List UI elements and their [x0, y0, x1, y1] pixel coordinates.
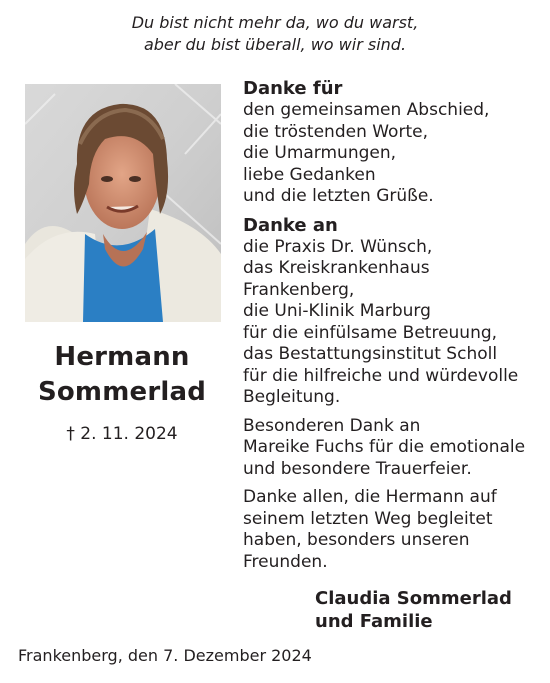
thanks-to-line: die Praxis Dr. Wünsch,	[243, 236, 433, 257]
thanks-for-line: und die letzten Grüße.	[243, 186, 434, 206]
thanks-all-line: seinem letzten Weg begleitet	[243, 508, 493, 529]
thanks-for-line: die tröstenden Worte,	[243, 121, 428, 142]
quote-line-2: aber du bist überall, wo wir sind.	[143, 35, 407, 54]
signature	[315, 587, 545, 633]
special-thanks-line: Mareike Fuchs für die emotionale	[243, 437, 526, 457]
thanks-to-line: Frankenberg,	[243, 279, 355, 300]
thanks-to-line: das Kreiskrankenhaus	[243, 258, 430, 278]
deceased-name	[15, 340, 229, 410]
memorial-quote	[0, 12, 550, 56]
deceased-last-name: Sommerlad	[37, 377, 207, 407]
special-thanks-line: Besonderen Dank an	[243, 415, 421, 436]
quote-line-1: Du bist nicht mehr da, wo du warst,	[131, 13, 419, 32]
death-date: † 2. 11. 2024	[66, 424, 178, 444]
thanks-for-line: liebe Gedanken	[243, 164, 376, 185]
thanks-all-line: Danke allen, die Hermann auf	[243, 487, 497, 507]
place-and-date: Frankenberg, den 7. Dezember 2024	[18, 646, 312, 665]
thanks-to-line: Begleitung.	[243, 387, 341, 407]
thanks-all-line: Freunden.	[243, 551, 328, 572]
thanks-for-line: die Umarmungen,	[243, 143, 397, 163]
thanks-all-line: haben, besonders unseren	[243, 530, 470, 550]
special-thanks-line: und besondere Trauerfeier.	[243, 458, 472, 479]
thanks-to-line: für die einfülsame Betreuung,	[243, 322, 498, 343]
thanks-to-line: das Bestattungsinstitut Scholl	[243, 344, 498, 364]
signature-line-2: und Familie	[315, 611, 433, 632]
signature-line-1: Claudia Sommerlad	[315, 588, 512, 609]
thanks-text	[243, 78, 543, 573]
thanks-for-line: den gemeinsamen Abschied,	[243, 100, 490, 120]
thanks-to-line: für die hilfreiche und würdevolle	[243, 365, 519, 386]
thanks-to-heading: Danke an	[243, 214, 338, 236]
portrait-photo	[25, 84, 221, 322]
thanks-for-heading: Danke für	[243, 78, 343, 99]
thanks-to-line: die Uni-Klinik Marburg	[243, 301, 431, 321]
deceased-first-name: Hermann	[54, 342, 190, 372]
